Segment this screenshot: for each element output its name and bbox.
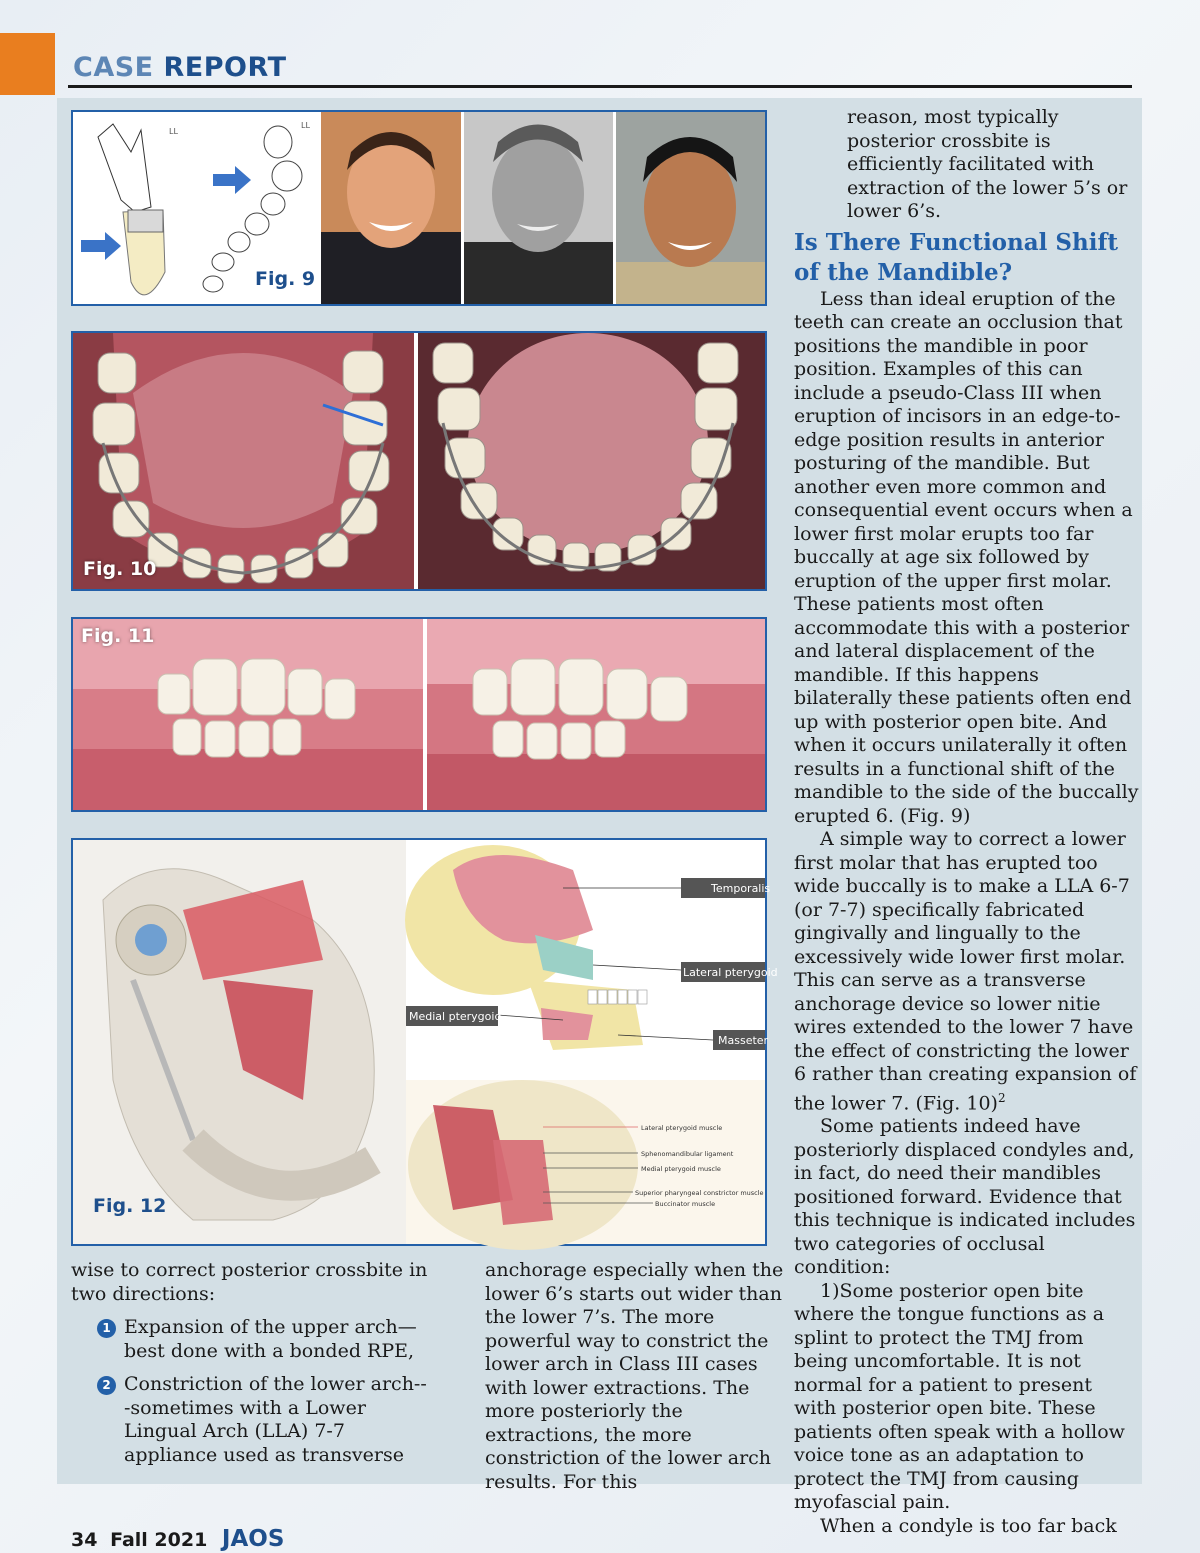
figure-9	[71, 110, 767, 306]
list-item-text: Constriction of the lower arch---sometimes with a Lower Lingual Arch (LLA) 7-7 appliance used as transverse	[124, 1373, 427, 1466]
paragraph-1: Less than ideal eruption of the teeth can create an occlusion that positions the mandible in poor position. Examples of this can include a pseudo-Class III when eruption of incisors in an edge-to-edge position results in anterior posturing of the mandible. But another even more common and consequential event occurs when a lower first molar erupts too far buccally at age six followed by eruption of the upper first molar. These patients most often accommodate this with a posterior and lateral displacement of the mandible. If this happens bilaterally these patients often end up with posterior open bite. And when it occurs unilaterally it often results in a functional shift of the mandible to the side of the buccally erupted 6. (Fig. 9)	[794, 287, 1139, 827]
fig12-small-lateral-pterygoid-muscle: Lateral pterygoid muscle	[641, 1124, 723, 1132]
list-number-badge: 1	[97, 1319, 116, 1338]
fig12-label-masseter: Masseter	[718, 1034, 769, 1047]
figure-9-label: Fig. 9	[255, 268, 316, 290]
fig12-small-buccinator: Buccinator muscle	[655, 1200, 716, 1208]
left-intro: wise to correct posterior crossbite in two directions:	[71, 1259, 428, 1305]
header-report: REPORT	[163, 52, 287, 83]
skull-muscle-diagram	[405, 840, 778, 1080]
list-item-text: Expansion of the upper arch—best done with a bonded RPE,	[124, 1316, 417, 1362]
paragraph-5: When a condyle is too far back	[820, 1514, 1117, 1537]
fig12-small-superior-pharyngeal: Superior pharyngeal constrictor muscle	[635, 1189, 764, 1197]
page-footer	[71, 1526, 284, 1552]
paragraph-3: Some patients indeed have posteriorly displaced condyles and, in fact, do need their mandibles positioned forward. Evidence that this technique is indicated includes two categories of occlusal condition:	[794, 1115, 1136, 1279]
figure-10-photos	[73, 333, 765, 589]
list-item	[71, 1373, 431, 1467]
footnote-ref: 2	[997, 1090, 1006, 1105]
figure-12-anatomy	[73, 840, 778, 1244]
paragraph-4: 1)Some posterior open bite where the tongue functions as a splint to protect the TMJ from being uncomfortable. It is not normal for a patient to present with posterior open bite. These patients often speak with a hollow voice tone as an adaptation to protect the TMJ from causing myofascial pain.	[794, 1279, 1125, 1514]
list-number-badge: 2	[97, 1376, 116, 1395]
issue-label: Fall 2021	[110, 1529, 208, 1551]
fig12-small-medial-pterygoid-muscle: Medial pterygoid muscle	[641, 1165, 721, 1173]
middle-paragraph: anchorage especially when the lower 6’s starts out wider than the lower 7’s. The more powerful way to constrict the lower arch in Class III cases with lower extractions. The more posteriorly the extractions, the more constriction of the lower arch results. For this	[485, 1259, 784, 1493]
left-column	[71, 1259, 431, 1467]
list-item	[71, 1316, 431, 1363]
right-column	[794, 106, 1139, 1538]
journal-name: JAOS	[221, 1526, 285, 1552]
skull-jaw-illustration	[73, 840, 406, 1244]
figure-11	[71, 617, 767, 812]
face-photo-3	[616, 112, 765, 304]
header-case: CASE	[73, 52, 154, 83]
section-heading: Is There Functional Shift of the Mandible?	[794, 228, 1118, 286]
figure-11-photos	[73, 619, 765, 810]
page-number: 34	[71, 1529, 98, 1551]
fig12-label-lateral-pterygoid: Lateral pterygoid	[683, 966, 778, 979]
right-lead-paragraph: reason, most typically posterior crossbite is efficiently facilitated with extraction of the lower 5’s or lower 6’s.	[847, 106, 1128, 222]
fig12-label-medial-pterygoid: Medial pterygoid	[409, 1010, 502, 1023]
section-header	[73, 50, 287, 86]
paragraph-2-text: A simple way to correct a lower first molar that has erupted too wide buccally is to make a LLA 6-7 (or 7-7) specifically fabricated gingivally and lingually to the excessively wide lower first molar. This can serve as a transverse anchorage device so lower nitie wires extended to the lower 7 have the effect of constricting the lower 6 rather than creating expansion of the lower 7. (Fig. 10)	[794, 828, 1137, 1114]
figure-12	[71, 838, 778, 1246]
orange-corner-tab	[0, 33, 55, 95]
fig9-marker-2: LL	[301, 121, 310, 130]
lateral-muscle-diagram	[406, 1080, 765, 1250]
fig12-small-sphenomandibular-ligament: Sphenomandibular ligament	[641, 1150, 734, 1158]
fig9-marker-1: LL	[169, 127, 178, 136]
face-photo-2	[464, 112, 613, 304]
figure-9-illustration	[73, 112, 765, 304]
figure-10-label: Fig. 10	[83, 558, 157, 580]
figure-11-label: Fig. 11	[81, 625, 155, 647]
fig12-label-temporalis: Temporalis	[711, 882, 771, 895]
figure-12-label: Fig. 12	[93, 1195, 167, 1217]
header-rule	[68, 85, 1132, 88]
middle-column	[485, 1259, 785, 1494]
paragraph-2	[794, 828, 1139, 1115]
face-photo-1	[321, 112, 461, 304]
figure-10	[71, 331, 767, 591]
